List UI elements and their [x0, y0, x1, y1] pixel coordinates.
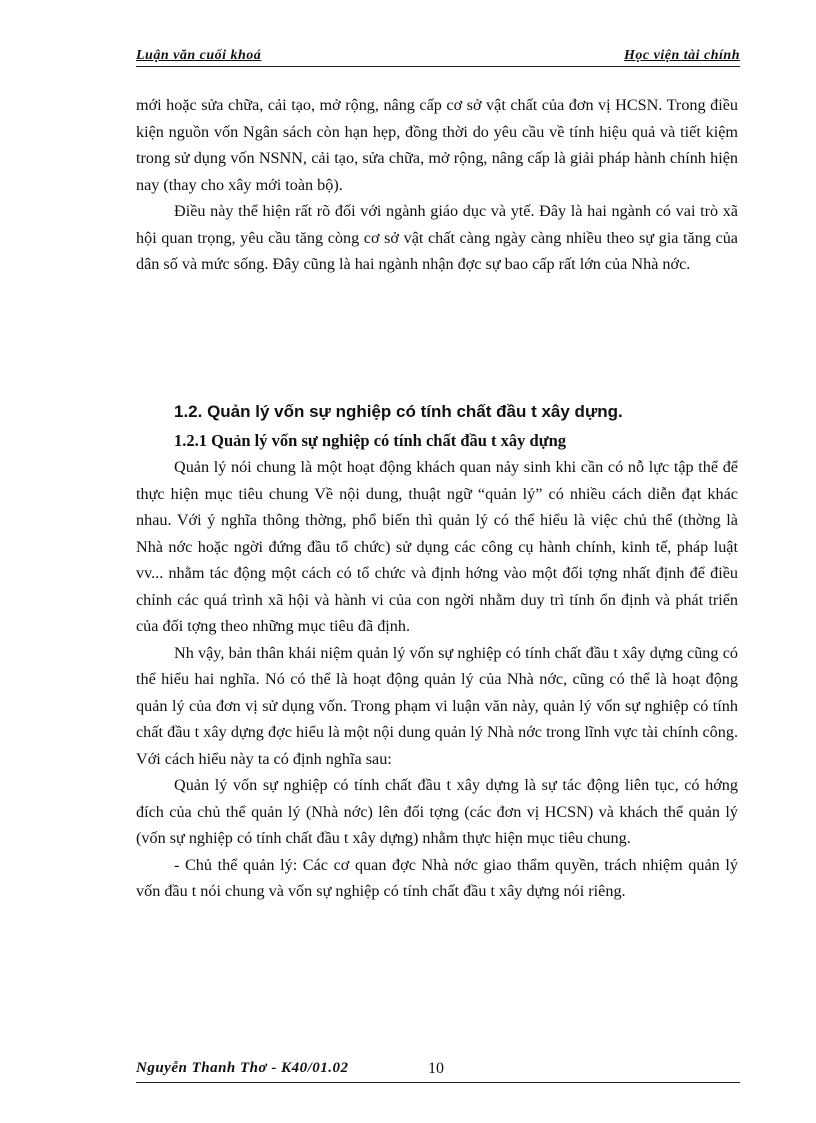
paragraph: Quản lý vốn sự nghiệp có tính chất đầu t xây dựng là sự tác động liên tục, có hớng đích của chủ thể quản lý (Nhà nớc) lên đối tợng (các đơn vị HCSN) và khách thể quản lý (vốn sự nghiệp có tính chất đầu t xây dựng) nhằm thực hiện mục tiêu chung.	[136, 776, 738, 847]
page-header	[136, 44, 740, 67]
section-title: 1.2. Quản lý vốn sự nghiệp có tính chất đầu t xây dựng.	[174, 402, 623, 421]
paragraph: mới hoặc sửa chữa, cải tạo, mở rộng, nâng cấp cơ sở vật chất của đơn vị HCSN. Trong điều kiện nguồn vốn Ngân sách còn hạn hẹp, đồng thời do yêu cầu về tính hiệu quả và tiết kiệm trong sử dụng vốn NSNN, cải tạo, sửa chữa, mở rộng, nâng cấp là giải pháp hành chính hiện nay (thay cho xây mới toàn bộ).	[136, 96, 738, 194]
page-footer	[136, 1058, 740, 1083]
page-number: 10	[428, 1060, 444, 1077]
header-institution-label: Học viện tài chính	[624, 48, 740, 63]
paragraph: Điều này thể hiện rất rõ đối với ngành giáo dục và ytế. Đây là hai ngành có vai trò xã hội quan trọng, yêu cầu tăng còng cơ sở vật chất càng ngày càng nhiều theo sự gia tăng của dân số và mức sống. Đây cũng là hai ngành nhận đợc sự bao cấp rất lớn của Nhà nớc.	[136, 202, 738, 273]
footer-author: Nguyễn Thanh Thơ - K40/01.02	[136, 1060, 349, 1076]
paragraph: Nh vậy, bản thân khái niệm quản lý vốn sự nghiệp có tính chất đầu t xây dựng cũng có thể hiểu hai nghĩa. Nó có thể là hoạt động quản lý của Nhà nớc, cũng có thể là hoạt động quản lý của đơn vị sử dụng vốn. Trong phạm vi luận văn này, quản lý vốn sự nghiệp có tính chất đầu t xây dựng đợc hiểu là một nội dung quản lý Nhà nớc trong lĩnh vực tài chính công. Với cách hiểu này ta có định nghĩa sau:	[136, 643, 738, 768]
text-block-intro	[136, 92, 738, 278]
paragraph: - Chủ thể quản lý: Các cơ quan đợc Nhà nớc giao thẩm quyền, trách nhiệm quản lý vốn đầu t nói chung và vốn sự nghiệp có tính chất đầu t xây dựng nói riêng.	[136, 855, 738, 900]
paragraph: Quản lý nói chung là một hoạt động khách quan nảy sinh khi cần có nỗ lực tập thể để thực hiện mục tiêu chung Về nội dung, thuật ngữ “quản lý” có nhiều cách diễn đạt khác nhau. Với ý nghĩa thông thờng, phổ biến thì quản lý có thể hiểu là việc chủ thể (thờng là Nhà nớc hoặc ngời đứng đầu tổ chức) sử dụng các công cụ hành chính, kinh tế, pháp luật vv... nhằm tác động một cách có tổ chức và định hớng vào một đối tợng nhất định để điều chỉnh các quá trình xã hội và hành vi của con ngời nhằm duy trì tính ổn định và phát triển của đối tợng theo những mục tiêu đã định.	[136, 458, 738, 635]
text-block-section	[136, 398, 738, 905]
header-thesis-label: Luận văn cuối khoá	[136, 48, 262, 63]
subsection-title: 1.2.1 Quản lý vốn sự nghiệp có tính chất đầu t xây dựng	[174, 431, 567, 450]
